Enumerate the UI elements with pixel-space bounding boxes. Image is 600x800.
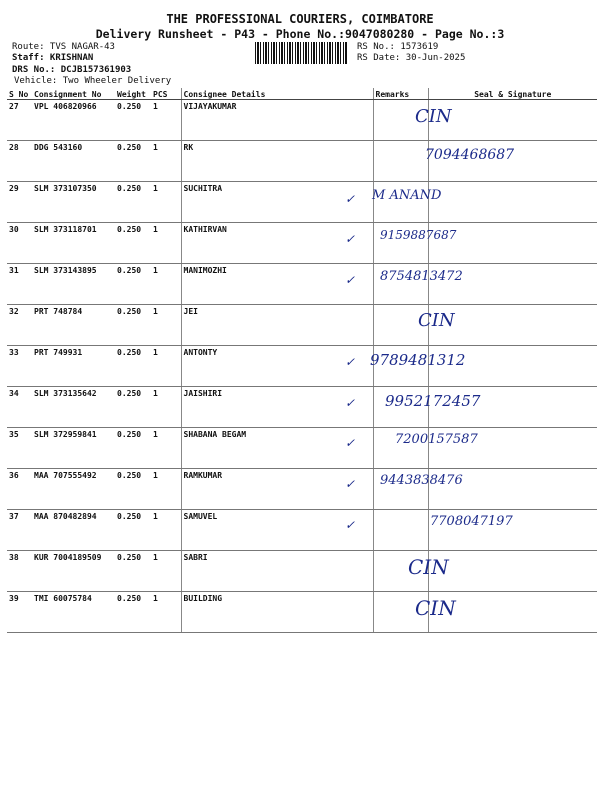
row-remark xyxy=(373,141,428,182)
vehicle-label: Vehicle: Two Wheeler Delivery xyxy=(14,76,172,86)
row-sno: 33 xyxy=(7,346,32,387)
row-signature xyxy=(428,551,597,592)
row-consignment-no: SLM 372959841 xyxy=(32,428,115,469)
row-weight: 0.250 xyxy=(115,264,151,305)
remark-tick-mark: ✓ xyxy=(345,477,356,492)
remark-tick-mark: ✓ xyxy=(345,191,356,206)
handwritten-signature: 9443838476 xyxy=(380,473,463,489)
row-remark xyxy=(373,510,428,551)
table-row xyxy=(7,428,597,469)
row-weight: 0.250 xyxy=(115,428,151,469)
handwritten-signature: 9952172457 xyxy=(385,391,481,410)
table-row xyxy=(7,592,597,633)
handwritten-signature: 9789481312 xyxy=(370,350,466,369)
row-pcs: 1 xyxy=(151,428,181,469)
row-weight: 0.250 xyxy=(115,346,151,387)
row-consignment-no: DDG 543160 xyxy=(32,141,115,182)
row-consignee: MANIMOZHI xyxy=(181,264,373,305)
staff-label: Staff: KRISHNAN xyxy=(12,53,94,63)
row-consignment-no: SLM 373118701 xyxy=(32,223,115,264)
row-sno: 32 xyxy=(7,305,32,346)
row-pcs: 1 xyxy=(151,100,181,141)
row-consignee: SUCHITRA xyxy=(181,182,373,223)
row-consignee: RK xyxy=(181,141,373,182)
row-pcs: 1 xyxy=(151,551,181,592)
table-row xyxy=(7,100,597,141)
row-consignee: JAISHIRI xyxy=(181,387,373,428)
remark-tick-mark: ✓ xyxy=(345,436,356,451)
remark-tick-mark: ✓ xyxy=(345,354,356,369)
handwritten-signature: M ANAND xyxy=(372,187,442,203)
row-sno: 35 xyxy=(7,428,32,469)
handwritten-signature: 9159887687 xyxy=(380,228,457,243)
table-row xyxy=(7,182,597,223)
remark-tick-mark: ✓ xyxy=(345,232,356,247)
row-consignment-no: MAA 870482894 xyxy=(32,510,115,551)
row-sno: 34 xyxy=(7,387,32,428)
row-consignment-no: MAA 707555492 xyxy=(32,469,115,510)
row-weight: 0.250 xyxy=(115,100,151,141)
row-pcs: 1 xyxy=(151,387,181,428)
row-consignee: SABRI xyxy=(181,551,373,592)
row-pcs: 1 xyxy=(151,305,181,346)
row-pcs: 1 xyxy=(151,223,181,264)
row-consignment-no: PRT 749931 xyxy=(32,346,115,387)
row-pcs: 1 xyxy=(151,510,181,551)
row-sno: 31 xyxy=(7,264,32,305)
row-consignee: KATHIRVAN xyxy=(181,223,373,264)
col-header-remarks: Remarks xyxy=(373,88,428,100)
remark-tick-mark: ✓ xyxy=(345,395,356,410)
table-row xyxy=(7,305,597,346)
row-pcs: 1 xyxy=(151,346,181,387)
row-weight: 0.250 xyxy=(115,592,151,633)
handwritten-signature: CIN xyxy=(418,310,455,331)
page-title: THE PROFESSIONAL COURIERS, COIMBATORE xyxy=(166,12,434,26)
rs-date: RS Date: 30-Jun-2025 xyxy=(357,53,466,63)
row-consignment-no: PRT 748784 xyxy=(32,305,115,346)
barcode-image xyxy=(255,42,347,64)
col-header-pcs: PCS xyxy=(151,88,181,100)
row-pcs: 1 xyxy=(151,469,181,510)
row-signature xyxy=(428,182,597,223)
runsheet-subtitle: Delivery Runsheet - P43 - Phone No.:9047080280 - Page No.:3 xyxy=(95,27,505,41)
row-consignment-no: TMI 60075784 xyxy=(32,592,115,633)
row-consignee: ANTONTY xyxy=(181,346,373,387)
drs-label: DRS No.: DCJB157361903 xyxy=(12,65,132,75)
remark-tick-mark: ✓ xyxy=(345,518,356,532)
row-sno: 37 xyxy=(7,510,32,551)
row-sno: 36 xyxy=(7,469,32,510)
col-header-consignment: Consignment No xyxy=(32,88,115,100)
row-consignee: JEI xyxy=(181,305,373,346)
row-consignee: SAMUVEL xyxy=(181,510,373,551)
row-pcs: 1 xyxy=(151,264,181,305)
table-row xyxy=(7,469,597,510)
remark-tick-mark: ✓ xyxy=(345,273,356,288)
row-consignee: RAMKUMAR xyxy=(181,469,373,510)
runsheet-table xyxy=(7,88,597,633)
row-signature xyxy=(428,100,597,141)
row-weight: 0.250 xyxy=(115,182,151,223)
rs-number: RS No.: 1573619 xyxy=(357,42,439,52)
row-consignment-no: KUR 7004189509 xyxy=(32,551,115,592)
row-weight: 0.250 xyxy=(115,305,151,346)
col-header-consignee: Consignee Details xyxy=(181,88,373,100)
row-consignee: VIJAYAKUMAR xyxy=(181,100,373,141)
row-pcs: 1 xyxy=(151,592,181,633)
row-weight: 0.250 xyxy=(115,141,151,182)
table-header-row xyxy=(7,88,597,100)
row-consignee: BUILDING xyxy=(181,592,373,633)
row-weight: 0.250 xyxy=(115,510,151,551)
row-consignee: SHABANA BEGAM xyxy=(181,428,373,469)
col-header-signature: Seal & Signature xyxy=(428,88,597,100)
row-sno: 27 xyxy=(7,100,32,141)
row-consignment-no: SLM 373143895 xyxy=(32,264,115,305)
handwritten-signature: CIN xyxy=(415,106,452,127)
handwritten-signature: CIN xyxy=(408,554,449,579)
row-weight: 0.250 xyxy=(115,387,151,428)
row-consignment-no: SLM 373107350 xyxy=(32,182,115,223)
row-sno: 29 xyxy=(7,182,32,223)
route-label: Route: TVS NAGAR-43 xyxy=(12,42,115,52)
row-weight: 0.250 xyxy=(115,551,151,592)
handwritten-signature: 7708047197 xyxy=(430,514,513,529)
row-consignment-no: VPL 406820966 xyxy=(32,100,115,141)
handwritten-signature: CIN xyxy=(415,595,456,620)
row-sno: 28 xyxy=(7,141,32,182)
row-pcs: 1 xyxy=(151,141,181,182)
table-row xyxy=(7,387,597,428)
row-sno: 38 xyxy=(7,551,32,592)
handwritten-signature: 7200157587 xyxy=(395,432,478,448)
handwritten-signature: 7094468687 xyxy=(425,146,515,163)
row-sno: 30 xyxy=(7,223,32,264)
col-header-weight: Weight xyxy=(115,88,151,100)
row-consignment-no: SLM 373135642 xyxy=(32,387,115,428)
table-row xyxy=(7,264,597,305)
row-weight: 0.250 xyxy=(115,469,151,510)
table-row xyxy=(7,346,597,387)
col-header-sno: S No xyxy=(7,88,32,100)
row-pcs: 1 xyxy=(151,182,181,223)
table-row xyxy=(7,223,597,264)
handwritten-signature: 8754813472 xyxy=(380,269,463,285)
row-weight: 0.250 xyxy=(115,223,151,264)
row-sno: 39 xyxy=(7,592,32,633)
table-row xyxy=(7,551,597,592)
